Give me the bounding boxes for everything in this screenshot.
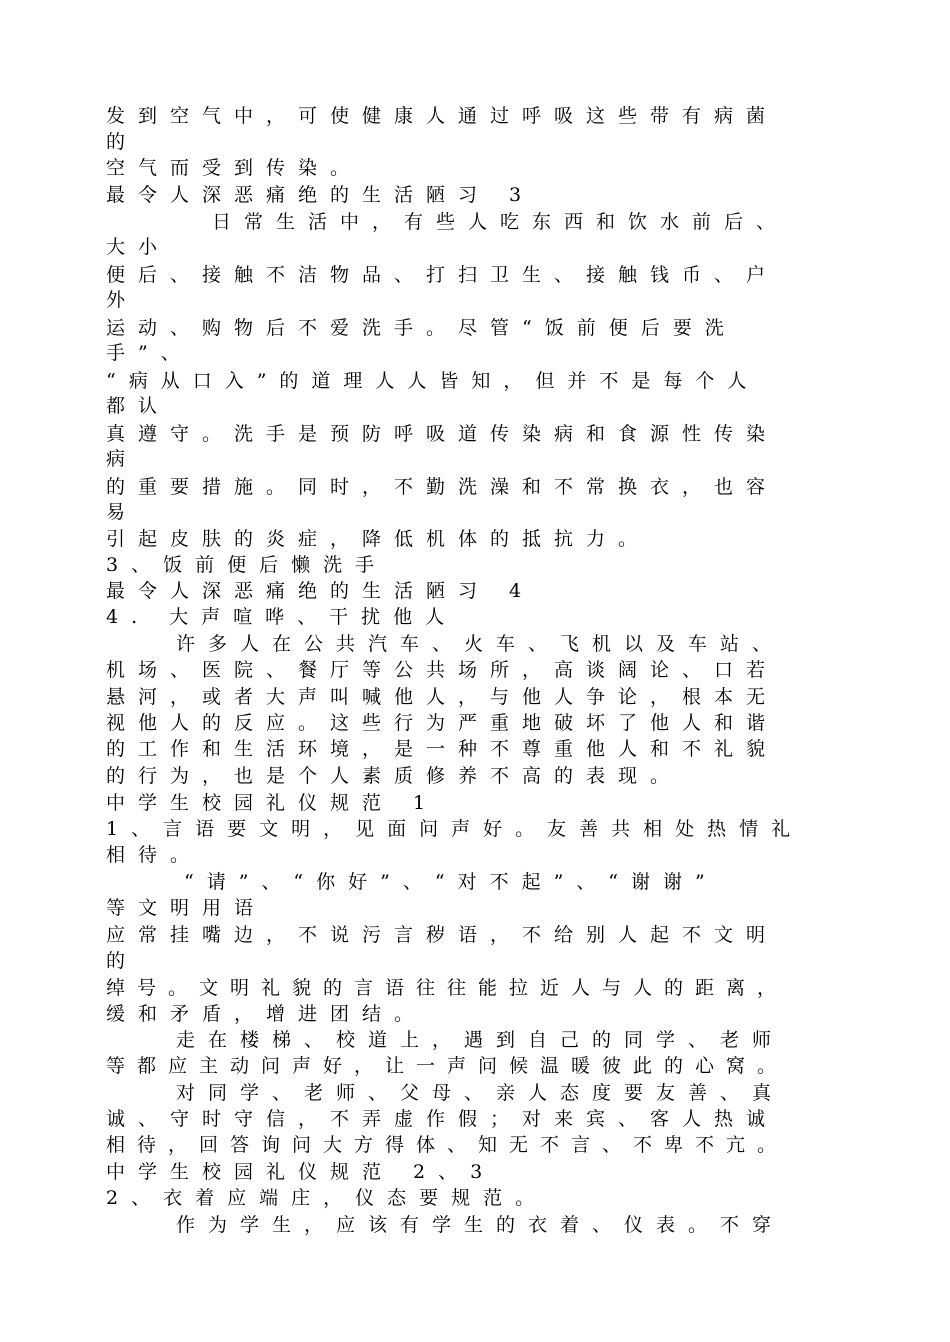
section-heading: 中学生校园礼仪规范 2、3 — [106, 1161, 496, 1183]
text-line: 运动、购物后不爱洗手。尽管“饭前便后要洗 — [106, 317, 737, 339]
text-line: 等文明用语 — [106, 897, 267, 919]
section-heading: 4. 大声喧哗、干扰他人 — [106, 606, 458, 628]
text-line: 相待，回答询问大方得体、知无不言、不卑不亢。 — [106, 1134, 789, 1156]
text-line: 发到空气中，可使健康人通过呼吸这些带有病菌 — [106, 105, 779, 127]
text-line: 走在楼梯、校道上，遇到自己的同学、老师 — [176, 1029, 785, 1051]
text-line: 日常生活中，有些人吃东西和饮水前后、 — [212, 211, 789, 233]
text-line: 许多人在公共汽车、火车、飞机以及车站、 — [176, 633, 785, 655]
text-line: 的工作和生活环境，是一种不尊重他人和不礼貌 — [106, 738, 779, 760]
text-line: 悬河，或者大声叫喊他人，与他人争论，根本无 — [106, 686, 779, 708]
text-line: 的 — [106, 950, 139, 972]
text-line: 易 — [106, 501, 139, 523]
text-line: 病 — [106, 448, 139, 470]
text-line: 绰号。文明礼貌的言语往往能拉近人与人的距离， — [106, 977, 789, 999]
text-line: 外 — [106, 289, 139, 311]
section-heading: 2、衣着应端庄，仪态要规范。 — [106, 1187, 548, 1209]
text-line: 的行为，也是个人素质修养不高的表现。 — [106, 765, 683, 787]
text-line: 空气而受到传染。 — [106, 157, 363, 179]
text-line: 机场、医院、餐厅等公共场所，高谈阔论、口若 — [106, 659, 779, 681]
text-line: 等都应主动问声好，让一声问候温暖彼此的心窝。 — [106, 1055, 789, 1077]
text-line: 诚、守时守信，不弄虚作假；对来宾、客人热诚 — [106, 1108, 779, 1130]
section-heading: 最令人深恶痛绝的生活陋习 3 — [106, 184, 535, 206]
text-line: 视他人的反应。这些行为严重地破坏了他人和谐 — [106, 712, 779, 734]
section-heading: 中学生校园礼仪规范 1 — [106, 792, 439, 814]
text-line: 相待。 — [106, 844, 203, 866]
text-line: 的 — [106, 131, 139, 153]
text-line: 引起皮肤的炎症，降低机体的抵抗力。 — [106, 528, 651, 550]
section-heading: 3、饭前便后懒洗手 — [106, 554, 388, 576]
text-line: “病从口入”的道理人人皆知，但并不是每个人 — [106, 370, 760, 392]
text-line: 便后、接触不洁物品、打扫卫生、接触钱币、户 — [106, 264, 779, 286]
text-line: 缓和矛盾，增进团结。 — [106, 1003, 427, 1025]
text-line: 真遵守。洗手是预防呼吸道传染病和食源性传染 — [106, 423, 779, 445]
text-line: 对同学、老师、父母、亲人态度要友善、真 — [176, 1082, 785, 1104]
text-line: 都认 — [106, 395, 171, 417]
text-line: “请”、“你好”、“对不起”、“谢谢” — [184, 871, 718, 893]
text-line: 大小 — [106, 236, 171, 258]
text-line: 的重要措施。同时，不勤洗澡和不常换衣，也容 — [106, 476, 779, 498]
section-heading: 最令人深恶痛绝的生活陋习 4 — [106, 580, 535, 602]
text-line: 1、言语要文明，见面问声好。友善共相处热情礼 — [106, 818, 804, 840]
text-line: 手”、 — [106, 342, 193, 364]
text-line: 应常挂嘴边，不说污言秽语，不给别人起不文明 — [106, 924, 779, 946]
text-line: 作为学生，应该有学生的衣着、仪表。不穿 — [176, 1214, 785, 1236]
